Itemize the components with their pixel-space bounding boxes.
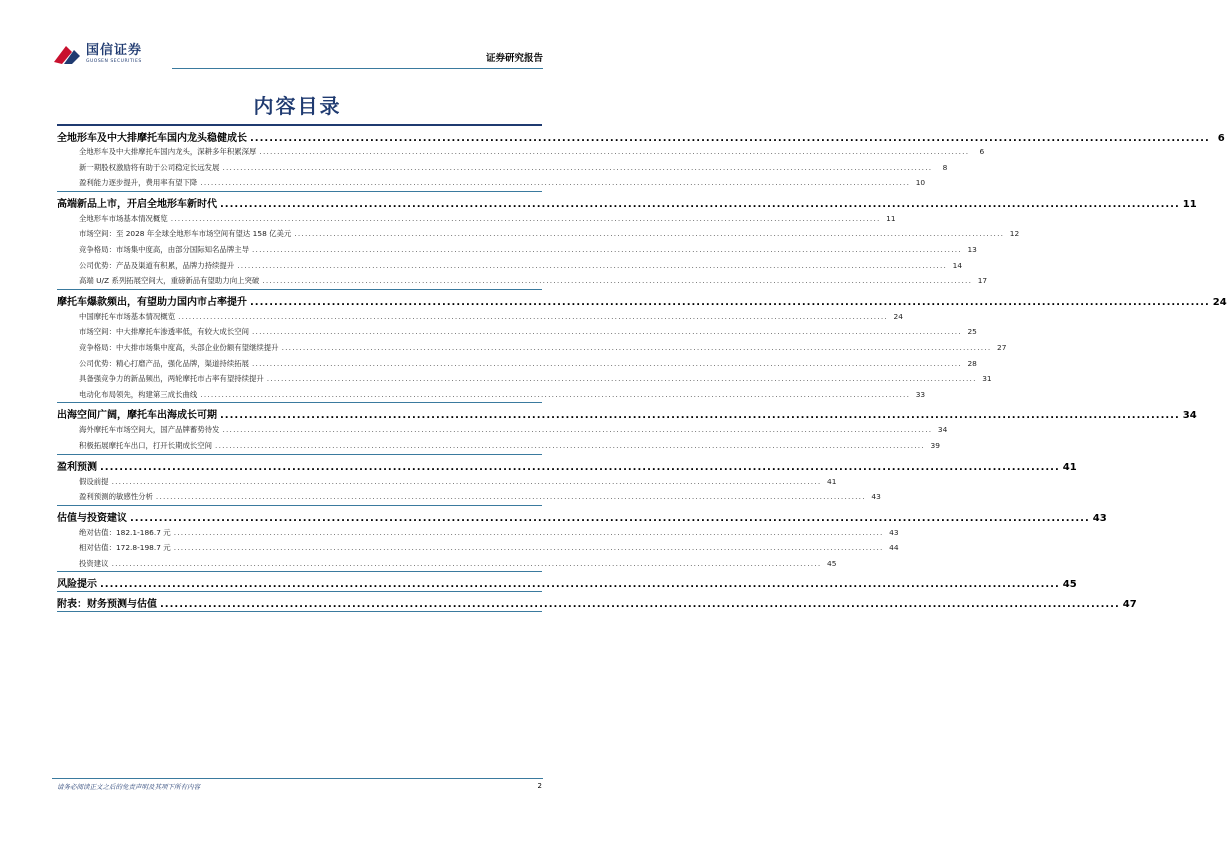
toc-section-title: 估值与投资建议	[57, 512, 127, 524]
toc-subsection-page: 11	[886, 213, 896, 223]
logo-text	[86, 44, 142, 65]
dot-leader: ........................................................................................................................................................................................................	[250, 296, 1210, 308]
toc-section[interactable]	[57, 571, 1077, 591]
toc-section-page: 6	[1217, 133, 1225, 144]
toc-section-title: 出海空间广阔，摩托车出海成长可期	[57, 410, 217, 422]
toc-subsection-title: 具备强竞争力的新品频出，两轮摩托市占率有望持续提升	[79, 374, 264, 384]
dot-leader: ........................................................................................................................................................................................................	[266, 374, 977, 384]
toc-subsection-page: 13	[967, 244, 977, 254]
toc-bottom-rule	[57, 611, 542, 612]
toc-subsection[interactable]	[57, 474, 837, 490]
toc-section-title: 高端新品上市，开启全地形车新时代	[57, 198, 217, 210]
toc-subsection-page: 39	[930, 440, 940, 450]
dot-leader: ........................................................................................................................................................................................................	[222, 425, 933, 435]
toc-subsection[interactable]	[57, 525, 899, 541]
dot-leader: ........................................................................................................................................................................................................	[250, 133, 1210, 144]
toc-subsection-title: 中国摩托车市场基本情况概览	[79, 311, 176, 321]
toc-section-page: 11	[1182, 198, 1197, 210]
dot-leader: ........................................................................................................................................................................................................	[262, 276, 973, 286]
footer-divider	[52, 778, 543, 779]
toc-subsection-page: 44	[889, 543, 899, 553]
dot-leader: ........................................................................................................................................................................................................	[220, 198, 1180, 210]
toc-subsection-title: 市场空间：至 2028 年全球全地形车市场空间有望达 158 亿美元	[79, 229, 292, 239]
dot-leader: ........................................................................................................................................................................................................	[294, 229, 1005, 239]
toc-subsection[interactable]	[57, 556, 837, 572]
dot-leader: ........................................................................................................................................................................................................	[200, 178, 911, 188]
toc-section-page: 34	[1182, 410, 1197, 422]
toc-subsection[interactable]	[57, 226, 1020, 242]
toc-subsection-page: 27	[997, 342, 1007, 352]
toc-subsection-page: 10	[915, 178, 926, 188]
toc-subsection-title: 竞争格局：市场集中度高，由部分国际知名品牌主导	[79, 244, 249, 254]
toc-section-title: 附表：财务预测与估值	[57, 599, 157, 611]
toc-subsection-page: 12	[1009, 229, 1020, 239]
toc-subsection[interactable]	[57, 160, 948, 176]
toc-subsection-title: 公司优势：精心打磨产品，强化品牌，渠道持续拓展	[79, 358, 249, 368]
logo-cn: 国信证券	[86, 42, 143, 58]
toc-subsection-page: 43	[889, 527, 899, 537]
toc-section[interactable]	[57, 191, 1197, 211]
toc-section-title: 风险提示	[57, 579, 97, 591]
toc-subsection-title: 积极拓展摩托车出口，打开长期成长空间	[79, 440, 213, 450]
toc-subsection-title: 绝对估值：182.1-186.7 元	[79, 527, 171, 537]
dot-leader: ........................................................................................................................................................................................................	[100, 579, 1060, 591]
toc-subsection-title: 假设前提	[79, 476, 109, 486]
dot-leader: ........................................................................................................................................................................................................	[155, 492, 866, 502]
toc-subsection[interactable]	[57, 273, 988, 289]
toc-section-page: 41	[1062, 461, 1077, 473]
dot-leader: ........................................................................................................................................................................................................	[173, 527, 884, 537]
guosen-logo	[52, 40, 142, 68]
dot-leader: ........................................................................................................................................................................................................	[222, 162, 933, 172]
toc-subsection-page: 34	[937, 425, 948, 435]
toc-subsection[interactable]	[57, 387, 926, 403]
dot-leader: ........................................................................................................................................................................................................	[111, 558, 822, 568]
toc-subsection-title: 市场空间：中大排摩托车渗透率低，有较大成长空间	[79, 327, 249, 337]
toc-subsection-title: 新一期股权激励将有助于公司稳定长远发展	[79, 162, 220, 172]
toc-subsection-page: 28	[967, 358, 977, 368]
toc-subsection-title: 盈利能力逐步提升，费用率有望下降	[79, 178, 198, 188]
dot-leader: ........................................................................................................................................................................................................	[173, 543, 884, 553]
toc-section[interactable]	[57, 402, 1197, 422]
toc-subsection-page: 45	[827, 558, 837, 568]
toc-subsection-page: 14	[952, 260, 963, 270]
toc-subsection-page: 17	[977, 276, 988, 286]
toc-subsection[interactable]	[57, 438, 940, 454]
toc-section-title: 摩托车爆款频出，有望助力国内市占率提升	[57, 296, 247, 308]
dot-leader: ........................................................................................................................................................................................................	[170, 213, 881, 223]
dot-leader: ........................................................................................................................................................................................................	[252, 327, 962, 337]
toc-subsection[interactable]	[57, 211, 896, 227]
table-of-contents	[57, 124, 1227, 612]
toc-subsection[interactable]	[57, 144, 985, 160]
toc-subsection-title: 全地形车市场基本情况概览	[79, 213, 168, 223]
toc-subsection[interactable]	[57, 324, 977, 340]
toc-title: 内容目录	[253, 94, 342, 118]
toc-subsection-title: 投资建议	[79, 558, 109, 568]
toc-subsection-title: 高端 U/Z 系列拓展空间大，重磅新品有望助力向上突破	[79, 276, 260, 286]
toc-subsection-title: 公司优势：产品及渠道有积累，品牌力持续提升	[79, 260, 235, 270]
toc-section[interactable]	[57, 124, 1225, 144]
dot-leader: ........................................................................................................................................................................................................	[130, 512, 1090, 524]
toc-subsection-page: 31	[982, 374, 992, 384]
toc-section[interactable]	[57, 505, 1107, 525]
toc-subsection-title: 竞争格局：中大排市场集中度高，头部企业份额有望继续提升	[79, 342, 279, 352]
footer-disclaimer: 请务必阅读正文之后的免责声明及其项下所有内容	[57, 783, 200, 791]
report-type: 证券研究报告	[485, 53, 543, 64]
guosen-logo-icon	[52, 42, 82, 66]
toc-subsection-title: 相对估值：172.8-198.7 元	[79, 543, 171, 553]
toc-subsection-page: 6	[979, 147, 985, 156]
logo-en: GUOSEN SECURITIES	[86, 58, 142, 64]
toc-section-title: 全地形车及中大排摩托车国内龙头稳健成长	[57, 133, 247, 144]
header-divider	[172, 68, 543, 69]
dot-leader: ........................................................................................................................................................................................................	[252, 358, 962, 368]
toc-section-page: 24	[1212, 296, 1227, 308]
dot-leader: ........................................................................................................................................................................................................	[160, 599, 1120, 611]
dot-leader: ........................................................................................................................................................................................................	[200, 389, 911, 399]
toc-subsection-title: 盈利预测的敏感性分析	[79, 492, 153, 502]
toc-subsection[interactable]	[57, 258, 963, 274]
toc-section-page: 45	[1062, 579, 1077, 591]
toc-subsection-page: 25	[967, 327, 977, 337]
toc-section[interactable]	[57, 454, 1077, 474]
toc-subsection[interactable]	[57, 175, 926, 191]
toc-section[interactable]	[57, 289, 1227, 309]
dot-leader: ........................................................................................................................................................................................................	[111, 476, 822, 486]
dot-leader: ........................................................................................................................................................................................................	[259, 147, 970, 156]
toc-subsection[interactable]	[57, 242, 977, 258]
toc-subsection-page: 33	[915, 389, 926, 399]
toc-subsection-title: 海外摩托车市场空间大，国产品牌蓄势待发	[79, 425, 220, 435]
toc-subsection[interactable]	[57, 422, 948, 438]
toc-subsection-page: 8	[942, 162, 948, 172]
toc-subsection[interactable]	[57, 356, 977, 372]
toc-section-title: 盈利预测	[57, 461, 97, 473]
dot-leader: ........................................................................................................................................................................................................	[237, 260, 948, 270]
toc-subsection[interactable]	[57, 371, 992, 387]
toc-section-page: 43	[1092, 512, 1107, 524]
dot-leader: ........................................................................................................................................................................................................	[100, 461, 1060, 473]
page-header	[52, 40, 543, 70]
toc-subsection[interactable]	[57, 340, 1007, 356]
dot-leader: ........................................................................................................................................................................................................	[281, 342, 992, 352]
toc-subsection-page: 43	[871, 492, 881, 502]
dot-leader: ........................................................................................................................................................................................................	[178, 311, 888, 321]
toc-subsection-title: 全地形车及中大排摩托车国内龙头，深耕多年积累深厚	[79, 147, 257, 156]
toc-subsection-page: 24	[893, 311, 903, 321]
toc-subsection[interactable]	[57, 489, 881, 505]
toc-subsection[interactable]	[57, 540, 899, 556]
dot-leader: ........................................................................................................................................................................................................	[215, 440, 925, 450]
toc-subsection-page: 41	[827, 476, 837, 486]
toc-subsection-title: 电动化布局领先，构建第三成长曲线	[79, 389, 198, 399]
dot-leader: ........................................................................................................................................................................................................	[220, 410, 1180, 422]
toc-section-page: 47	[1122, 599, 1137, 611]
dot-leader: ........................................................................................................................................................................................................	[252, 244, 962, 254]
page-number: 2	[537, 782, 542, 790]
toc-subsection[interactable]	[57, 309, 903, 325]
toc-section[interactable]	[57, 591, 1137, 611]
